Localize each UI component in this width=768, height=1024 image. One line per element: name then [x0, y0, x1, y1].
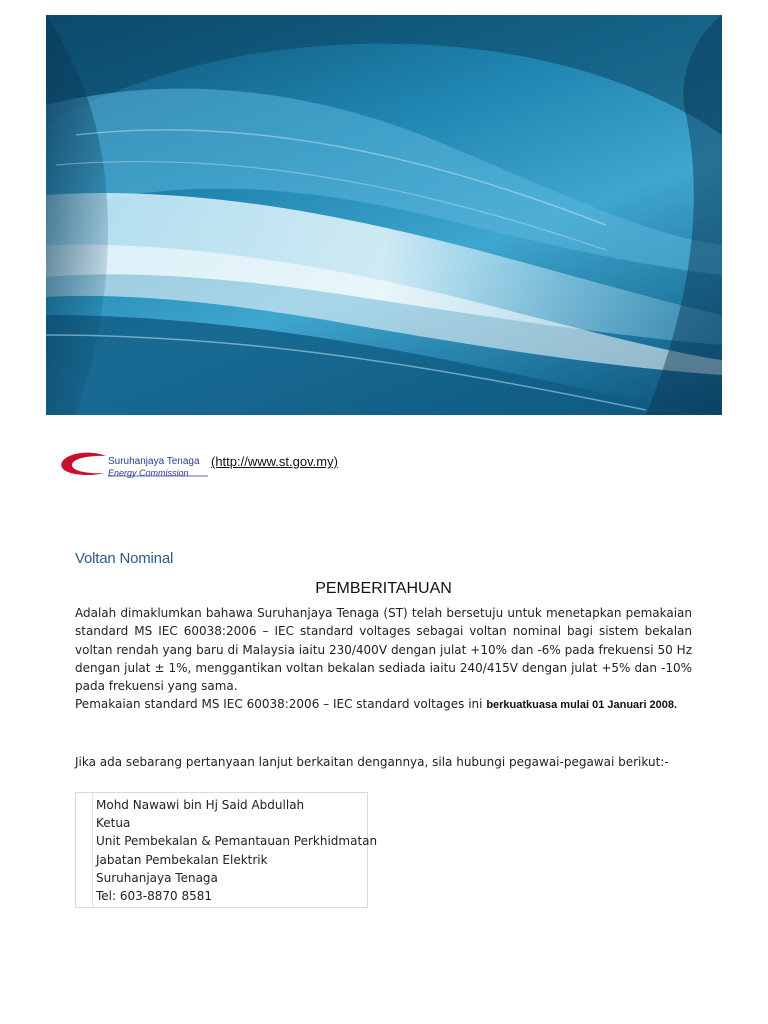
logo-row — [58, 450, 338, 482]
section-title: Voltan Nominal — [75, 550, 174, 567]
logo-subtitle: Energy Commission — [108, 468, 189, 478]
contact-department: Jabatan Pembekalan Elektrik — [96, 852, 268, 867]
contact-position: Ketua — [96, 816, 131, 831]
notice-effective-line — [75, 695, 692, 714]
abstract-blue-wave-banner — [46, 15, 722, 415]
contact-intro: Jika ada sebarang pertanyaan lanjut berkaitan dengannya, sila hubungi pegawai-pegawai berikut:- — [75, 755, 669, 769]
logo-name: Suruhanjaya Tenaga — [108, 456, 200, 467]
website-link[interactable]: (http://www.st.gov.my) — [211, 454, 338, 469]
notice-paragraph: Adalah dimaklumkan bahawa Suruhanjaya Tenaga (ST) telah bersetuju untuk menetapkan pemakaian standard MS IEC 60038:2006 – IEC standard voltages sebagai voltan nominal bagi sistem bekalan voltan rendah yang baru di Malaysia iaitu 230/400V dengan julat +10% dan -6% pada frekuensi 50 Hz dengan julat ± 1%, menggantikan voltan bekalan sediada iaitu 240/415V dengan julat +5% dan -10% pada frekuensi yang sama. — [75, 606, 692, 694]
contact-name: Mohd Nawawi bin Hj Said Abdullah — [96, 798, 305, 812]
effective-date: berkuatkuasa mulai 01 Januari 2008. — [486, 699, 678, 712]
suruhanjaya-tenaga-logo — [58, 450, 210, 482]
notice-body — [75, 604, 692, 715]
table-gutter — [76, 793, 93, 907]
contact-tel: Tel: 603-8870 8581 — [96, 889, 212, 904]
contact-organisation: Suruhanjaya Tenaga — [96, 870, 218, 885]
contact-card — [75, 792, 378, 908]
notice-paragraph-2: Pemakaian standard MS IEC 60038:2006 – IEC standard voltages ini — [75, 697, 487, 712]
notice-heading: PEMBERITAHUAN — [315, 580, 452, 597]
contact-unit: Unit Pembekalan & Pemantauan Perkhidmatan — [96, 834, 378, 849]
contact-details — [96, 796, 377, 905]
header-banner-image — [46, 15, 722, 415]
